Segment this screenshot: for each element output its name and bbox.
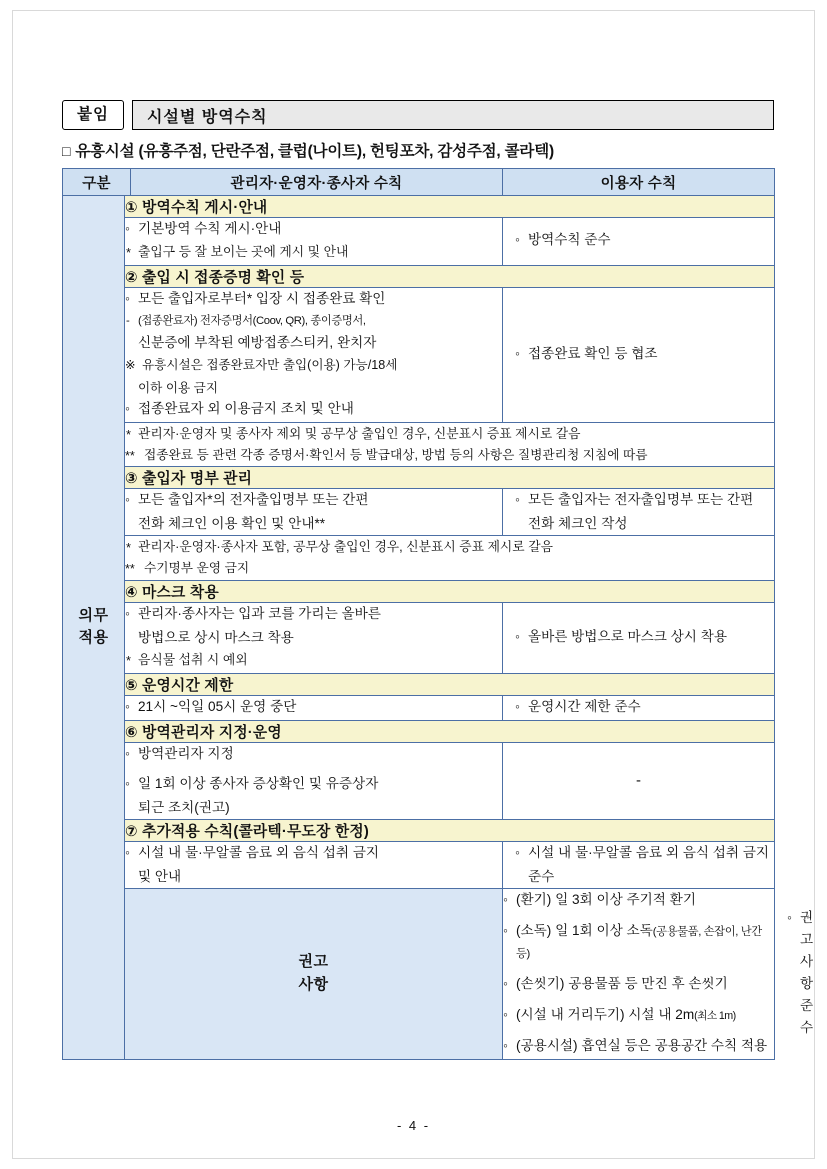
table-row [63,489,775,536]
section-4-manager [125,602,503,673]
note-item: * 출입구 등 잘 보이는 곳에 게시 및 안내 [125,242,502,263]
header-row [62,100,774,130]
checkbox-square: □ [62,143,71,160]
list-item-cont: 준수 [528,868,555,884]
section-4-user [503,602,775,673]
table-row [63,602,775,673]
list-item-text: (환기) 일 3회 이상 주기적 환기 [516,891,696,907]
section-heading-1: ① 방역수칙 게시·안내 [125,196,775,218]
list-item [503,920,774,964]
list-item: ◦ 일 1회 이상 종사자 증상확인 및 유증상자 [125,773,502,795]
list-item: ◦ 방역관리자 지정 [125,743,502,765]
list-item [503,973,774,995]
recommend-manager [503,888,775,1059]
group-label-mandatory [63,196,125,1060]
section-3-user [503,489,775,536]
list-item: ◦ 모든 출입자*의 전자출입명부 또는 간편 [125,489,502,511]
section-heading-7: ⑦ 추가적용 수칙(콜라텍·무도장 한정) [125,819,775,841]
section-5-manager [125,695,503,720]
list-item-cont: 방법으로 상시 마스크 착용 [138,629,294,645]
list-item-text: (시설 내 거리두기) 시설 내 2m [516,1006,695,1022]
section-heading-2: ② 출입 시 접종증명 확인 등 [125,265,775,287]
list-item-cont: 퇴근 조치(권고) [138,799,230,815]
table-row [63,422,775,467]
table-header-row [63,169,775,196]
list-item [503,1004,774,1026]
section-3-manager [125,489,503,536]
table-row [63,536,775,581]
group-label-recommend [125,888,503,1059]
section-6-user: - [503,742,775,819]
note-item: ** 수기명부 운영 금지 [125,559,774,579]
table-row [63,819,775,841]
group-label-line2: 적용 [78,629,109,647]
list-item: - (접종완료자) 전자증명서(Coov, QR), 종이증명서, [125,312,502,330]
table-row [63,888,775,1059]
table-row [63,695,775,720]
list-item: ◦ 관리자·종사자는 입과 코를 가리는 올바른 [125,603,502,625]
list-item: ◦ 시설 내 물·무알콜 음료 외 음식 섭취 금지 [515,842,774,864]
list-item-text: (손씻기) 공용물품 등 만진 후 손씻기 [516,975,728,991]
table-row [63,841,775,888]
document-title: 시설별 방역수칙 [132,100,774,130]
section-6-manager [125,742,503,819]
group-label-line1: 의무 [78,606,109,624]
table-row [63,196,775,218]
section-7-manager [125,841,503,888]
table-row [63,218,775,266]
list-item-cont: 신분증에 부착된 예방접종스티커, 완치자 [138,335,377,351]
section-3-footnotes [125,536,775,581]
section-7-user [503,841,775,888]
section-heading-6: ⑥ 방역관리자 지정·운영 [125,720,775,742]
guidelines-table [62,168,814,1060]
note-item: * 관리자·운영자 및 종사자 제외 및 공무상 출입인 경우, 신분표시 증표 제시로 갈음 [125,424,774,444]
header-cell-user: 이용자 수칙 [503,169,775,196]
section-1-user [503,218,775,266]
note-item: * 관리자·운영자·종사자 포함, 공무상 출입인 경우, 신분표시 증표 제시로 갈음 [125,537,774,557]
section-subtitle [62,139,774,161]
header-cell-category: 구분 [63,169,131,196]
list-item: ◦ 시설 내 물·무알콜 음료 외 음식 섭취 금지 [125,842,502,864]
section-heading-3: ③ 출입자 명부 관리 [125,467,775,489]
note-item: ** 접종완료 등 관련 각종 증명서·확인서 등 발급대상, 방법 등의 사항은 질병관리청 지침에 따름 [125,446,774,466]
list-item: ◦ 접종완료자 외 이용금지 조치 및 안내 [125,398,502,420]
table-row [63,287,775,422]
group-label-line1: 권고 [298,953,329,971]
list-item: ◦ 권고사항 준수 [787,907,800,1039]
list-item: ◦ 모든 출입자로부터* 입장 시 접종완료 확인 [125,288,502,310]
table-row [63,265,775,287]
section-5-user [503,695,775,720]
reference-note: ※ 유흥시설은 접종완료자만 출입(이용) 가능/18세 [125,355,502,375]
group-label-line2: 사항 [298,975,329,993]
document-content [62,100,814,1060]
list-item-cont: 및 안내 [138,868,182,884]
list-item: ◦ 접종완료 확인 등 협조 [515,343,774,365]
table-row [63,742,775,819]
list-item: ◦ 올바른 방법으로 마스크 상시 착용 [515,626,774,648]
section-2-footnotes [125,422,775,467]
section-2-manager [125,287,503,422]
table-row [63,467,775,489]
table-row [63,720,775,742]
table-row [63,673,775,695]
section-1-manager [125,218,503,266]
attachment-label: 붙임 [62,100,124,130]
list-item: ◦ 21시 ~익일 05시 운영 중단 [125,696,502,718]
list-item-text: (공용시설) 흡연실 등은 공용공간 수칙 적용 [516,1037,768,1053]
list-item-cont: 전화 체크인 이용 확인 및 안내** [138,516,326,532]
page-number: - 4 - [396,1118,431,1133]
list-item: ◦ 운영시간 제한 준수 [515,696,774,718]
header-cell-manager: 관리자·운영자·종사자 수칙 [131,169,503,196]
section-2-user [503,287,775,422]
list-item: ◦ 모든 출입자는 전자출입명부 또는 간편 [515,489,774,511]
list-item: ◦ 기본방역 수칙 게시·안내 [125,218,502,240]
section-heading-4: ④ 마스크 착용 [125,580,775,602]
list-item [503,889,774,911]
list-item: ◦ 방역수칙 준수 [515,229,774,251]
list-item-note: (공용물품, 손잡이, 난간 등) [516,925,762,960]
section-heading-5: ⑤ 운영시간 제한 [125,673,775,695]
list-item [503,1035,774,1057]
subtitle-text: 유흥시설 (유흥주점, 단란주점, 클럽(나이트), 헌팅포차, 감성주점, 콜라텍) [75,143,554,161]
list-item-text: (소독) 일 1회 이상 소독 [516,922,653,938]
table-row [63,580,775,602]
reference-note-cont: 이하 이용 금지 [138,380,218,395]
list-item-cont: 전화 체크인 작성 [528,516,628,532]
note-item: * 음식물 섭취 시 예외 [125,650,502,671]
list-item-note: (최소 1m) [694,1009,736,1022]
